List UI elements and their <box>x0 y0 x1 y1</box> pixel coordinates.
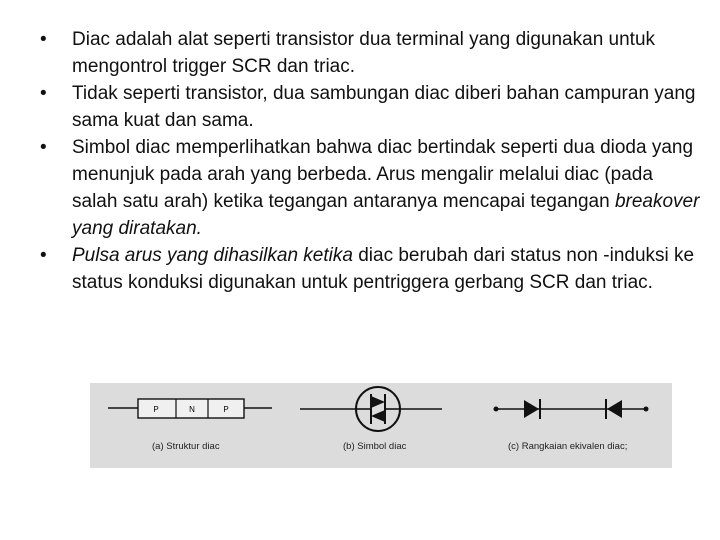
symbol-triangle <box>371 410 385 422</box>
diode-reverse <box>607 400 622 418</box>
diode-forward <box>524 400 539 418</box>
bullet-item <box>40 26 700 80</box>
symbol-triangle <box>371 396 385 408</box>
bullet-marker: • <box>40 137 47 158</box>
diac-figure <box>90 383 672 468</box>
bullet-text: Diac adalah alat seperti transistor dua terminal yang digunakan untuk mengontrol trigger SCR dan triac. <box>72 29 656 77</box>
bullet-text: diac berubah dari status non -induksi ke status konduksi digunakan untuk pentriggera gerbang SCR dan triac. <box>72 245 695 293</box>
bullet-text: Simbol diac memperlihatkan bahwa diac bertindak seperti dua dioda yang menunjuk pada arah yang berbeda. Arus mengalir melalui diac (pada salah satu arah) ketika tegangan antaranya mencapai tegangan <box>72 137 694 212</box>
bullet-text: Tidak seperti transistor, dua sambungan diac diberi bahan campuran yang sama kuat dan sama. <box>72 83 696 131</box>
bullet-marker: • <box>40 83 47 104</box>
bullet-marker: • <box>40 245 47 266</box>
diac-symbol <box>300 387 442 431</box>
bullet-item <box>40 242 700 296</box>
caption-structure: (a) Struktur diac <box>152 441 220 452</box>
layer-label: P <box>153 405 159 414</box>
diac-structure <box>108 399 272 418</box>
bullet-text-italic: Pulsa arus yang dihasilkan ketika <box>72 245 353 266</box>
bullet-text-italic: breakover yang diratakan. <box>72 191 700 239</box>
caption-equivalent: (c) Rangkaian ekivalen diac; <box>508 441 628 452</box>
bullet-list <box>40 26 700 296</box>
diac-diagram <box>90 383 672 468</box>
bullet-item <box>40 80 700 134</box>
terminal-dot <box>644 407 649 412</box>
bullet-marker: • <box>40 29 47 50</box>
caption-symbol: (b) Simbol diac <box>343 441 407 452</box>
layer-label: N <box>189 405 195 414</box>
layer-label: P <box>223 405 229 414</box>
bullet-item <box>40 134 700 242</box>
diac-equivalent-circuit <box>494 399 649 419</box>
